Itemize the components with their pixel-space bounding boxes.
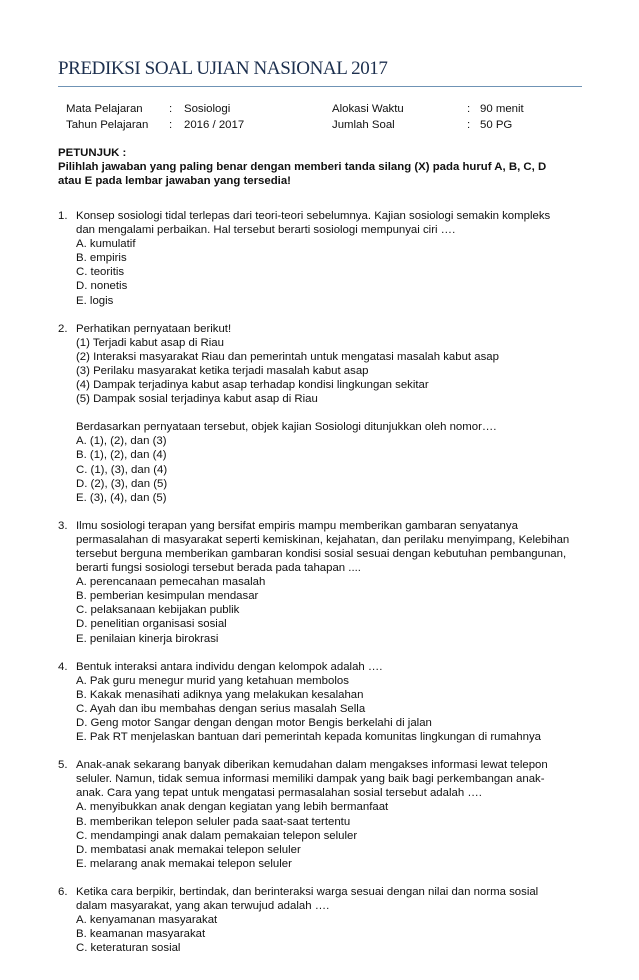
answer-option: B. memberikan telepon seluler pada saat-saat tertentu	[76, 815, 351, 828]
subject-label: Mata Pelajaran	[66, 103, 143, 115]
question-text-line: Berdasarkan pernyataan tersebut, objek kajian Sosiologi ditunjukkan oleh nomor….	[76, 421, 497, 434]
instructions-line: atau E pada lembar jawaban yang tersedia!	[58, 175, 291, 188]
question-text-line: berarti fungsi sosiologi tersebut berada pada tahapan ....	[76, 562, 361, 575]
count-value: 50 PG	[480, 119, 513, 131]
question-text-line: permasalahan di masyarakat seperti kemiskinan, kejahatan, dan perilaku menyimpang, Kelebihan	[76, 533, 570, 546]
count-label: Jumlah Soal	[332, 119, 395, 131]
answer-option: D. (2), (3), dan (5)	[76, 477, 168, 490]
question-text-line: (2) Interaksi masyarakat Riau dan pemerintah untuk mengatasi masalah kabut asap	[76, 350, 499, 363]
answer-option: A. kenyamanan masyarakat	[76, 914, 218, 927]
answer-option: D. membatasi anak memakai telepon seluler	[76, 843, 301, 856]
answer-option: D. penelitian organisasi sosial	[76, 618, 227, 631]
question-item	[58, 519, 588, 646]
instructions-heading: PETUNJUK :	[58, 147, 127, 159]
question-number: 3.	[58, 519, 68, 532]
answer-option: E. logis	[76, 294, 114, 307]
answer-option: E. melarang anak memakai telepon seluler	[76, 857, 292, 870]
answer-option: D. Geng motor Sangar dengan dengan motor Bengis berkelahi di jalan	[76, 717, 432, 729]
answer-option: A. (1), (2), dan (3)	[76, 435, 167, 448]
answer-option: B. keamanan masyarakat	[76, 928, 206, 941]
answer-option: B. empiris	[76, 252, 127, 265]
question-text-line: (1) Terjadi kabut asap di Riau	[76, 336, 224, 349]
question-text-line: Ilmu sosiologi terapan yang bersifat empiris mampu memberikan gambaran senyatanya	[76, 519, 518, 532]
instructions-line: Pilihlah jawaban yang paling benar dengan memberi tanda silang (X) pada huruf A, B, C, D	[58, 161, 547, 174]
document-title: PREDIKSI SOAL UJIAN NASIONAL 2017	[58, 58, 388, 79]
answer-option: C. teoritis	[76, 266, 125, 279]
answer-option: D. nonetis	[76, 280, 128, 293]
question-text-line: (5) Dampak sosial terjadinya kabut asap di Riau	[76, 393, 318, 406]
answer-option: A. kumulatif	[76, 238, 136, 251]
answer-option: A. perencanaan pemecahan masalah	[76, 576, 266, 589]
question-item	[58, 660, 588, 745]
answer-option: B. (1), (2), dan (4)	[76, 449, 167, 462]
question-text-line: dalam masyarakat, yang akan terwujud adalah ….	[76, 900, 330, 913]
spacer	[76, 406, 588, 420]
answer-option: E. penilaian kinerja birokrasi	[76, 632, 219, 645]
answer-option: E. (3), (4), dan (5)	[76, 491, 167, 504]
question-text-line: Ketika cara berpikir, bertindak, dan berinteraksi warga sesuai dengan nilai dan norma sosial	[76, 885, 539, 898]
question-number: 6.	[58, 885, 68, 898]
question-text-line: (4) Dampak terjadinya kabut asap terhadap kondisi lingkungan sekitar	[76, 379, 429, 392]
question-text-line: (3) Perilaku masyarakat ketika terjadi masalah kabut asap	[76, 364, 369, 377]
separator: :	[467, 103, 471, 115]
separator: :	[169, 119, 173, 131]
question-number: 5.	[58, 759, 68, 772]
question-text-line: Anak-anak sekarang banyak diberikan kemudahan dalam mengakses informasi lewat telepon	[76, 759, 548, 772]
question-number: 4.	[58, 660, 68, 673]
question-text-line: Perhatikan pernyataan berikut!	[76, 322, 232, 335]
question-item	[58, 758, 588, 871]
question-text-line: anak. Cara yang tepat untuk mengatasi permasalahan sosial tersebut adalah ….	[76, 787, 482, 800]
time-label: Alokasi Waktu	[332, 103, 404, 115]
answer-option: E. Pak RT menjelaskan bantuan dari pemerintah kepada komunitas lingkungan di rumahnya	[76, 731, 541, 744]
answer-option: C. (1), (3), dan (4)	[76, 463, 168, 476]
question-text-line: tersebut berguna memberikan gambaran kondisi sosial sesuai dengan kebutuhan pembangunan,	[76, 547, 567, 560]
answer-option: B. pemberian kesimpulan mendasar	[76, 590, 259, 603]
question-item	[58, 885, 588, 955]
answer-option: C. keteraturan sosial	[76, 942, 181, 955]
question-number: 2.	[58, 322, 68, 335]
title-divider	[58, 86, 582, 87]
year-label: Tahun Pelajaran	[66, 119, 149, 131]
answer-option: C. mendampingi anak dalam pemakaian telepon seluler	[76, 829, 358, 842]
question-item	[58, 209, 588, 308]
question-text-line: Bentuk interaksi antara individu dengan kelompok adalah ….	[76, 660, 383, 673]
answer-option: C. Ayah dan ibu membahas dengan serius masalah Sella	[76, 702, 366, 715]
question-item	[58, 322, 588, 505]
exam-info-row	[66, 118, 586, 134]
separator: :	[467, 119, 471, 131]
year-value: 2016 / 2017	[184, 119, 245, 131]
question-number: 1.	[58, 210, 68, 222]
exam-info	[66, 102, 586, 134]
answer-option: C. pelaksanaan kebijakan publik	[76, 604, 240, 617]
time-value: 90 menit	[480, 103, 524, 115]
exam-info-row	[66, 102, 586, 118]
answer-option: B. Kakak menasihati adiknya yang melakukan kesalahan	[76, 688, 364, 701]
instructions	[58, 146, 578, 188]
question-text-line: dan mengalami perbaikan. Hal tersebut berarti sosiologi mempunyai ciri ….	[76, 224, 456, 237]
question-text-line: seluler. Namun, tidak semua informasi memiliki dampak yang baik bagi perkembangan anak-	[76, 773, 545, 786]
question-list	[58, 209, 588, 969]
separator: :	[169, 103, 173, 115]
question-text-line: Konsep sosiologi tidal terlepas dari teori-teori sebelumnya. Kajian sosiologi semakin kompleks	[76, 210, 551, 222]
answer-option: A. Pak guru menegur murid yang ketahuan membolos	[76, 674, 349, 687]
answer-option: A. menyibukkan anak dengan kegiatan yang lebih bermanfaat	[76, 801, 389, 814]
subject-value: Sosiologi	[184, 103, 231, 115]
